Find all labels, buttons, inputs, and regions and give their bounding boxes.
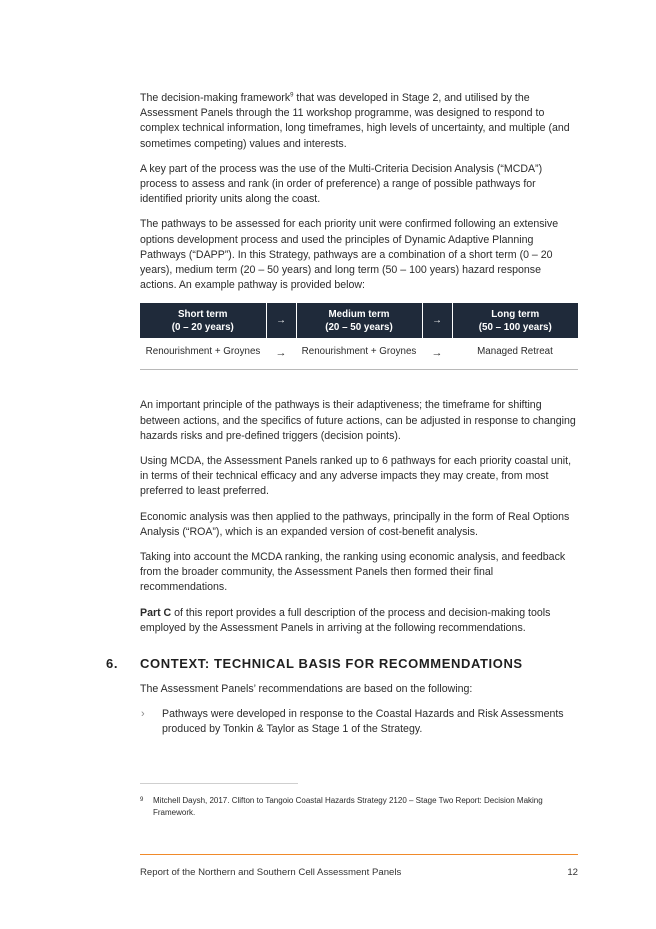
paragraph-economic: Economic analysis was then applied to the pathways, principally in the form of Real Options Analysis (“ROA”), which is an expanded version of cost-benefit analysis. <box>140 510 570 538</box>
cell-short-term: Renourishment + Groynes <box>140 338 266 370</box>
arrow-right-icon: → <box>266 303 296 338</box>
cell-medium-term: Renourishment + Groynes <box>296 338 422 370</box>
pathway-header-row <box>140 303 578 338</box>
paragraph-dapp: The pathways to be assessed for each priority unit were confirmed following an extensive options development process and used the principles of Dynamic Adaptive Planning Pathways (“DAPP”). In this Strategy, pathways are a combination of a short term (0 – 20 years), medium term (20 – 50 years) and long term (50 – 100 years) hazard response actions. An example pathway is provided below: <box>140 218 559 292</box>
paragraph-recommendations: Taking into account the MCDA ranking, the ranking using economic analysis, and feedback from the broader community, the Assessment Panels then formed their final recommendations. <box>140 551 566 594</box>
section-number: 6. <box>106 656 119 671</box>
footnote-text: Mitchell Daysh, 2017. Clifton to Tangoio Coastal Hazards Strategy 2120 – Stage Two Report: Decision Making Framework. <box>153 796 543 817</box>
section-intro: The Assessment Panels’ recommendations are based on the following: <box>140 683 473 695</box>
footnote <box>140 795 580 818</box>
paragraph-part-c: Part C of this report provides a full description of the process and decision-making tools employed by the Assessment Panels in arriving at the following recommendations. <box>140 606 551 634</box>
footer-title: Report of the Northern and Southern Cell Assessment Panels <box>140 867 402 878</box>
pathway-row <box>140 338 578 370</box>
header-long-term: Long term (50 – 100 years) <box>452 303 578 338</box>
paragraph-ranking: Using MCDA, the Assessment Panels ranked up to 6 pathways for each priority coastal unit, in terms of their technical efficacy and any adverse impacts they may create, from most preferred to least preferred. <box>140 455 572 498</box>
chevron-right-icon: › <box>141 708 145 721</box>
footnote-divider <box>140 783 298 784</box>
cell-long-term: Managed Retreat <box>452 338 578 370</box>
page-number: 12 <box>567 867 578 878</box>
paragraph-mcda: A key part of the process was the use of the Multi-Criteria Decision Analysis (“MCDA”) process to assess and rank (in order of preference) a range of possible pathways for identified priority units along the coast. <box>140 162 543 206</box>
pathway-table <box>140 303 578 370</box>
footer-divider <box>140 854 578 855</box>
paragraph-framework: The decision-making framework$^9$ that was developed in Stage 2, and utilised by the Assessment Panels through the 11 workshop programme, was designed to respond to complex technical information, long timeframes, high levels of uncertainty, and multiple (and sometimes competing) values and interests. <box>140 92 570 150</box>
section-body <box>140 682 580 748</box>
arrow-right-icon: → <box>422 303 452 338</box>
main-content <box>140 91 578 646</box>
page-footer <box>140 867 578 878</box>
header-medium-term: Medium term (20 – 50 years) <box>296 303 422 338</box>
arrow-right-icon: → <box>422 338 452 370</box>
footnote-ref[interactable]: 9 <box>290 92 294 99</box>
header-short-term: Short term (0 – 20 years) <box>140 303 266 338</box>
arrow-right-icon: → <box>266 338 296 370</box>
section-title: CONTEXT: TECHNICAL BASIS FOR RECOMMENDATIONS <box>140 656 523 671</box>
paragraph-adaptiveness: An important principle of the pathways is their adaptiveness; the timeframe for shifting between actions, and the specifics of future actions, can be adjusted in response to changing hazards risks and pre-defined triggers (decision points). <box>140 399 576 442</box>
bullet-item: › Pathways were developed in response to the Coastal Hazards and Risk Assessments produced by Tonkin & Taylor as Stage 1 of the Strategy. <box>141 708 564 736</box>
footnote-number: 9 <box>140 797 144 803</box>
